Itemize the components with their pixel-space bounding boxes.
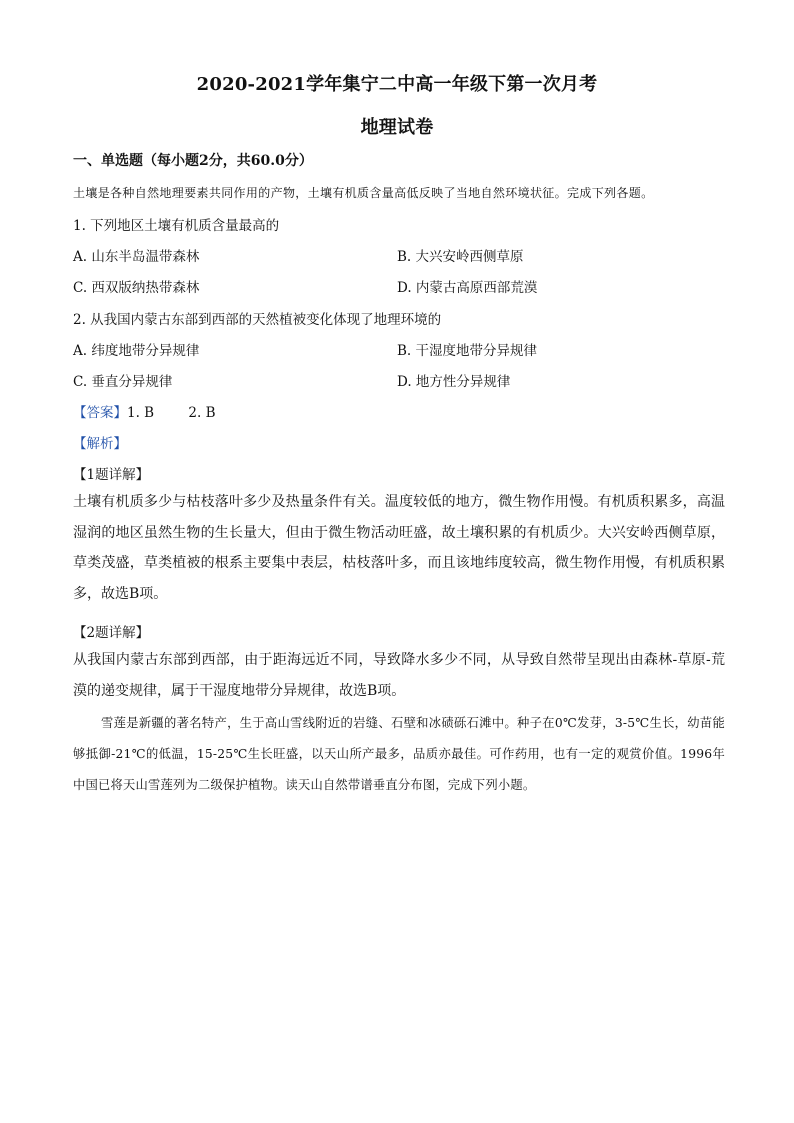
analysis-tag: 【解析】 bbox=[73, 436, 127, 452]
question-1-option-a: A. 山东半岛温带森林 bbox=[73, 249, 200, 265]
exam-subtitle: 地理试卷 bbox=[360, 117, 434, 138]
exam-title: 2020-2021学年集宁二中高一年级下第一次月考 bbox=[196, 74, 598, 95]
detail-1-text: 土壤有机质多少与枯枝落叶多少及热量条件有关。温度较低的地方，微生物作用慢。有机质积累多，高温湿润的地区虽然生物的生长量大，但由于微生物活动旺盛，故土壤积累的有机质少。大兴安岭西侧草原，草类茂盛，草类植被的根系主要集中表层，枯枝落叶多，而且该地纬度较高，微生物作用慢，有机质积累多，故选B项。 bbox=[73, 494, 725, 602]
detail-1-tag: 【1题详解】 bbox=[73, 467, 150, 483]
answer-text: 1. B 2. B bbox=[127, 405, 216, 421]
answer-line bbox=[73, 401, 216, 421]
question-2-stem: 2. 从我国内蒙古东部到西部的天然植被变化体现了地理环境的 bbox=[73, 312, 442, 328]
question-2-option-b: B. 干湿度地带分异规律 bbox=[397, 343, 538, 359]
detail-2-text: 从我国内蒙古东部到西部，由于距海远近不同，导致降水多少不同，从导致自然带呈现出由森林-草原-荒漠的递变规律，属于干湿度地带分异规律，故选B项。 bbox=[73, 652, 725, 699]
question-2-option-a: A. 纬度地带分异规律 bbox=[73, 343, 200, 359]
question-group-intro: 土壤是各种自然地理要素共同作用的产物，土壤有机质含量高低反映了当地自然环境状征。完成下列各题。 bbox=[73, 186, 654, 200]
answer-tag: 【答案】 bbox=[73, 405, 127, 421]
question-2-option-c: C. 垂直分异规律 bbox=[73, 374, 173, 390]
section-heading: 一、单选题（每小题2分，共60.0分） bbox=[73, 153, 313, 169]
next-question-intro: 雪莲是新疆的著名特产，生于高山雪线附近的岩缝、石壁和冰碛砾石滩中。种子在0℃发芽，3-5℃生长，幼苗能够抵御-21℃的低温，15-25℃生长旺盛，以天山所产最多，品质亦最佳。可作药用，也有一定的观赏价值。1996年中国已将天山雪莲列为二级保护植物。读天山自然带谱垂直分布图，完成下列小题。 bbox=[73, 716, 725, 792]
detail-2-tag: 【2题详解】 bbox=[73, 625, 150, 641]
question-1-option-d: D. 内蒙古高原西部荒漠 bbox=[397, 280, 538, 296]
question-1-option-b: B. 大兴安岭西侧草原 bbox=[397, 249, 524, 265]
question-2-option-d: D. 地方性分异规律 bbox=[397, 374, 511, 390]
question-1-option-c: C. 西双版纳热带森林 bbox=[73, 280, 200, 296]
question-1-stem: 1. 下列地区土壤有机质含量最高的 bbox=[73, 218, 280, 234]
